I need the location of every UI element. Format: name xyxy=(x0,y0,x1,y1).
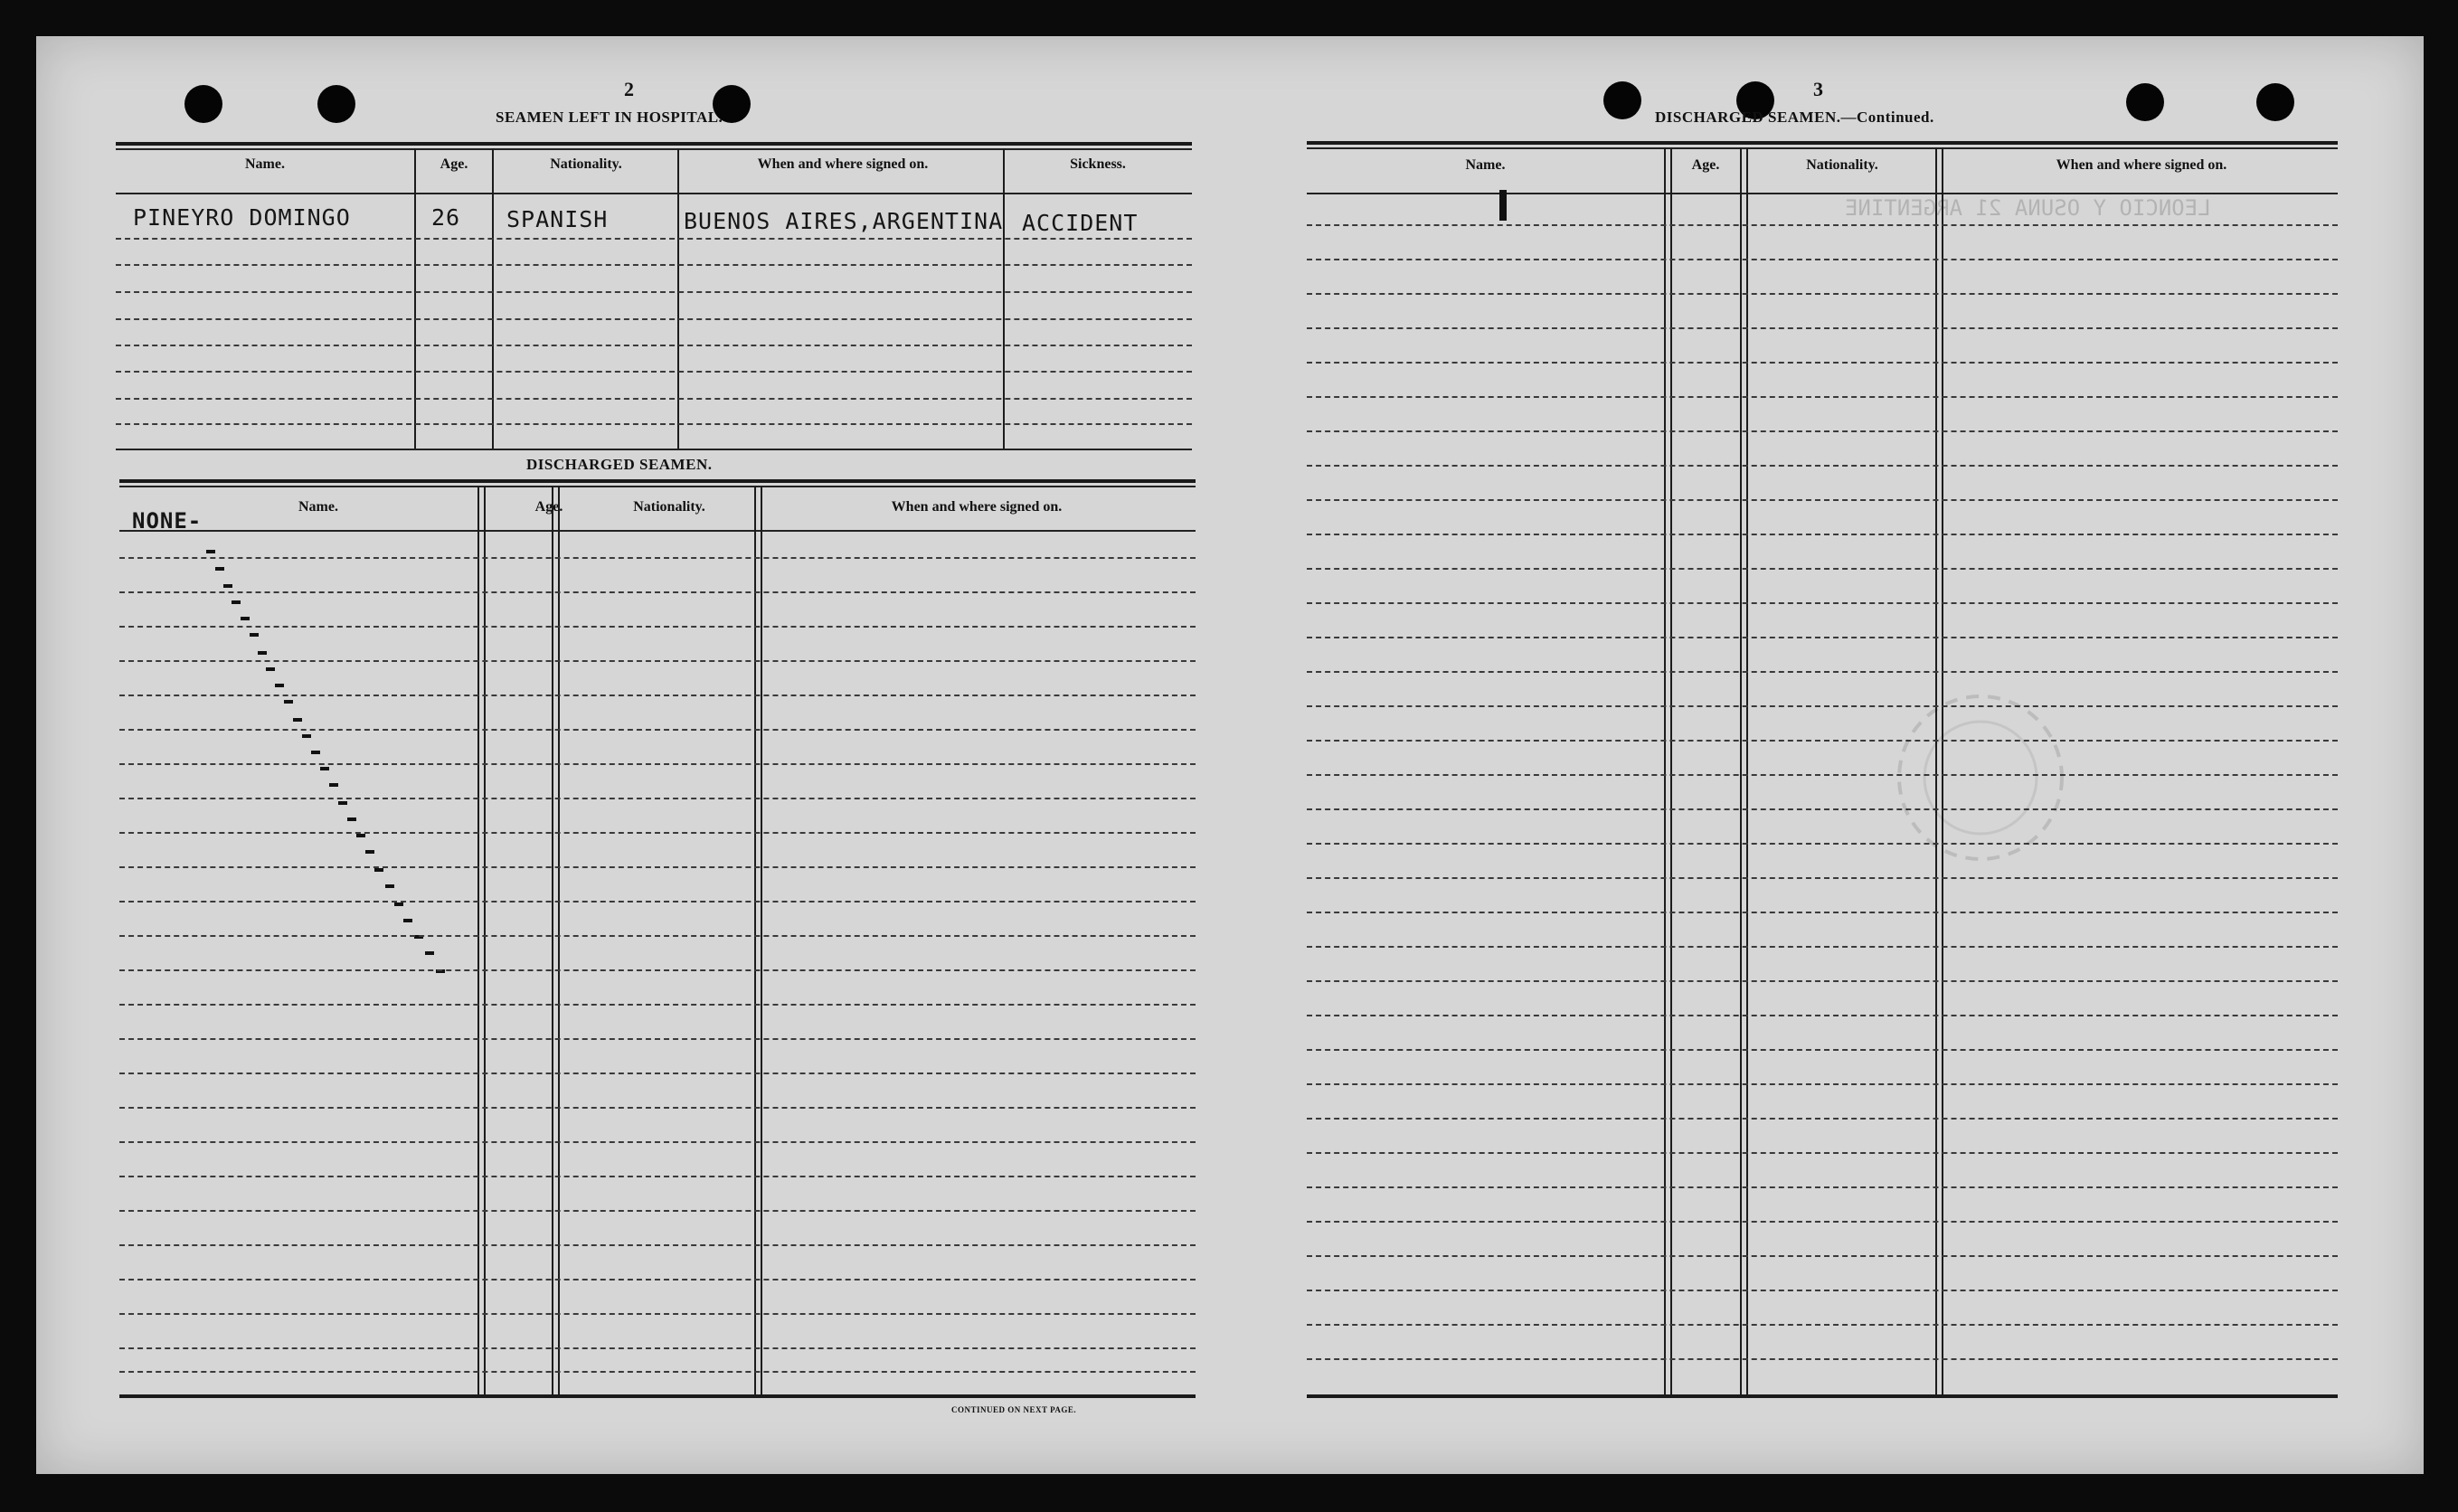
row-line xyxy=(119,901,1196,902)
mark xyxy=(206,550,215,553)
row-line xyxy=(1307,430,2338,432)
row-line xyxy=(119,969,1196,971)
row-line xyxy=(1307,465,2338,467)
column-header-nationality: Nationality. xyxy=(550,156,622,172)
column-header-nationality: Nationality. xyxy=(633,499,705,515)
column-header-name: Name. xyxy=(298,499,338,515)
mark xyxy=(258,651,267,655)
row-line xyxy=(1307,1358,2338,1360)
row-line xyxy=(119,1244,1196,1246)
row-line xyxy=(1307,1118,2338,1120)
row-line xyxy=(1307,740,2338,742)
rule xyxy=(119,479,1196,483)
row-line xyxy=(119,832,1196,834)
rule xyxy=(116,142,1192,146)
mark xyxy=(241,617,250,620)
column-header-signed-on: When and where signed on. xyxy=(757,156,929,172)
row-line xyxy=(116,291,1192,293)
row-line xyxy=(116,238,1192,240)
row-line xyxy=(1307,1290,2338,1291)
row-line xyxy=(1307,808,2338,810)
row-line xyxy=(119,1313,1196,1315)
discharged-section-title: DISCHARGED SEAMEN. xyxy=(526,456,713,473)
rule xyxy=(119,1394,1196,1398)
bleed-through-text: LEONCIO Y OSUNA 21 ARGENTINE xyxy=(1845,195,2211,221)
mark xyxy=(425,951,434,955)
column-header-sickness: Sickness. xyxy=(1070,156,1126,172)
hospital-name: PINEYRO DOMINGO xyxy=(133,204,351,231)
rule xyxy=(1307,193,2338,194)
mark xyxy=(374,868,383,872)
punch-hole xyxy=(1603,81,1641,119)
row-line xyxy=(1307,1152,2338,1154)
row-line xyxy=(119,1279,1196,1280)
row-line xyxy=(1307,1324,2338,1326)
page-number: 3 xyxy=(1813,78,1823,100)
row-line xyxy=(1307,534,2338,535)
row-line xyxy=(1307,568,2338,570)
mark xyxy=(266,667,275,671)
mark xyxy=(329,783,338,787)
mark xyxy=(338,801,347,805)
column-header-age: Age. xyxy=(440,156,468,172)
row-line xyxy=(1307,980,2338,982)
column-divider xyxy=(1740,147,1748,1395)
row-line xyxy=(119,695,1196,696)
row-line xyxy=(116,264,1192,266)
row-line xyxy=(1307,1083,2338,1085)
mark xyxy=(403,919,412,922)
hospital-sickness: ACCIDENT xyxy=(1022,210,1139,236)
punch-hole xyxy=(317,85,355,123)
row-line xyxy=(119,935,1196,937)
row-line xyxy=(119,1038,1196,1040)
row-line xyxy=(1307,912,2338,913)
column-header-signed-on: When and where signed on. xyxy=(891,499,1063,515)
row-line xyxy=(119,1004,1196,1006)
column-divider xyxy=(677,148,679,449)
row-line xyxy=(119,1107,1196,1109)
rule xyxy=(119,530,1196,532)
mark xyxy=(347,817,356,821)
row-line xyxy=(1307,1221,2338,1223)
row-line xyxy=(119,729,1196,731)
row-line xyxy=(1307,637,2338,638)
mark xyxy=(356,834,365,837)
row-line xyxy=(119,557,1196,559)
column-header-name: Name. xyxy=(1465,157,1506,173)
row-line xyxy=(119,798,1196,799)
mark xyxy=(275,684,284,687)
rule xyxy=(1307,141,2338,145)
row-line xyxy=(1307,327,2338,329)
row-line xyxy=(1307,843,2338,845)
page-number: 2 xyxy=(624,78,634,100)
mark xyxy=(293,718,302,722)
continued-note: CONTINUED ON NEXT PAGE. xyxy=(951,1405,1077,1414)
row-line xyxy=(1307,1186,2338,1188)
row-line xyxy=(1307,224,2338,226)
row-line xyxy=(1307,671,2338,673)
discharged-entry: NONE- xyxy=(132,508,203,534)
row-line xyxy=(116,318,1192,320)
row-line xyxy=(1307,877,2338,879)
hospital-signed-on: BUENOS AIRES,ARGENTINA xyxy=(684,208,1004,234)
hospital-age: 26 xyxy=(431,204,461,231)
faded-stamp xyxy=(1881,678,2080,877)
mark xyxy=(311,751,320,754)
row-line xyxy=(1307,946,2338,948)
rule xyxy=(116,449,1192,450)
mark xyxy=(250,633,259,637)
row-line xyxy=(116,398,1192,400)
row-line xyxy=(119,1141,1196,1143)
row-line xyxy=(119,763,1196,765)
column-divider xyxy=(414,148,416,449)
row-line xyxy=(1307,602,2338,604)
row-line xyxy=(119,1073,1196,1074)
mark xyxy=(223,584,232,588)
row-line xyxy=(119,626,1196,628)
continued-section-title: DISCHARGED SEAMEN.—Continued. xyxy=(1655,109,1934,126)
column-divider xyxy=(477,486,486,1394)
column-divider xyxy=(1664,147,1672,1395)
row-line xyxy=(119,1371,1196,1373)
row-line xyxy=(119,660,1196,662)
column-divider xyxy=(492,148,494,449)
mark xyxy=(284,700,293,704)
row-line xyxy=(1307,293,2338,295)
mark xyxy=(1499,190,1507,221)
hospital-nationality: SPANISH xyxy=(506,206,609,232)
row-line xyxy=(119,1347,1196,1349)
row-line xyxy=(116,423,1192,425)
rule xyxy=(119,486,1196,487)
row-line xyxy=(1307,705,2338,707)
column-divider xyxy=(1003,148,1005,449)
punch-hole xyxy=(2126,83,2164,121)
row-line xyxy=(1307,259,2338,260)
row-line xyxy=(1307,1015,2338,1016)
row-line xyxy=(116,371,1192,373)
mark xyxy=(394,902,403,906)
mark xyxy=(385,884,394,888)
hospital-section-title: SEAMEN LEFT IN HOSPITAL. xyxy=(496,109,723,126)
rule xyxy=(116,148,1192,150)
column-divider xyxy=(552,486,560,1394)
mark xyxy=(302,734,311,738)
mark xyxy=(365,850,374,854)
row-line xyxy=(116,345,1192,346)
column-header-age: Age. xyxy=(534,499,563,515)
row-line xyxy=(119,1210,1196,1212)
row-line xyxy=(1307,1255,2338,1257)
rule xyxy=(1307,147,2338,149)
rule xyxy=(116,193,1192,194)
row-line xyxy=(1307,1049,2338,1051)
document-sheet xyxy=(36,36,2424,1474)
column-header-age: Age. xyxy=(1691,157,1720,173)
mark xyxy=(232,600,241,604)
row-line xyxy=(1307,774,2338,776)
row-line xyxy=(119,591,1196,593)
row-line xyxy=(119,866,1196,868)
row-line xyxy=(1307,362,2338,364)
row-line xyxy=(1307,499,2338,501)
row-line xyxy=(1307,396,2338,398)
mark xyxy=(215,567,224,571)
row-line xyxy=(119,1176,1196,1177)
column-header-signed-on: When and where signed on. xyxy=(2056,157,2227,173)
column-divider xyxy=(754,486,762,1394)
mark xyxy=(320,767,329,770)
rule xyxy=(1307,1394,2338,1398)
punch-hole xyxy=(184,85,222,123)
punch-hole xyxy=(2256,83,2294,121)
column-header-nationality: Nationality. xyxy=(1806,157,1878,173)
column-header-name: Name. xyxy=(245,156,285,172)
